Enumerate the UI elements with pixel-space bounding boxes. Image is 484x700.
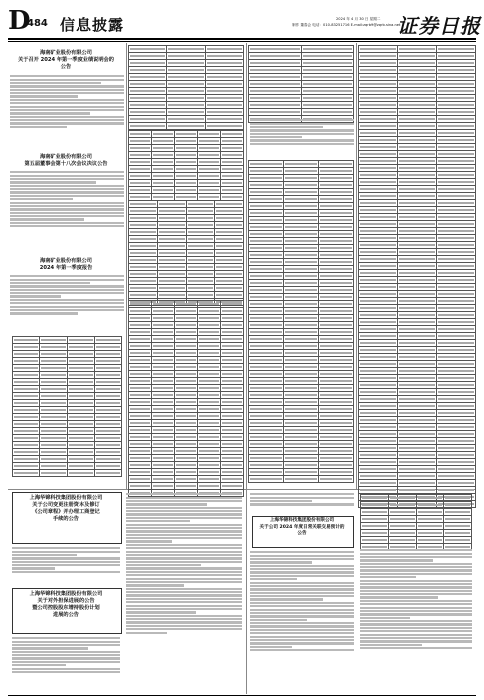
data-table: [128, 45, 244, 130]
page-number: 484: [27, 18, 48, 29]
column-divider: [126, 43, 127, 489]
article-body: [10, 170, 124, 254]
headline-line: 海南矿业股份有限公司: [40, 258, 92, 264]
article-body: [126, 492, 242, 692]
article-body: [10, 274, 124, 334]
article-headline: [8, 258, 124, 272]
data-table: [128, 200, 244, 306]
column-divider: [246, 490, 247, 694]
article-body: [12, 546, 120, 584]
section-title: 信息披露: [60, 16, 125, 34]
data-table: [360, 494, 472, 551]
date-line: 2024 年 4 月 30 日 星期二: [336, 17, 381, 21]
article-body: [250, 550, 354, 692]
headline-line: 暨公司控股股东增持股份计划: [32, 605, 100, 611]
article-body: [250, 118, 354, 158]
article-body: [12, 636, 120, 692]
page-letter: D: [8, 6, 31, 36]
masthead-rule: [8, 38, 476, 40]
headline-line: 《公司章程》并办理工商登记: [32, 509, 100, 515]
headline-line: 海南矿业股份有限公司: [40, 50, 92, 56]
article-headline: [252, 518, 352, 538]
headline-line: 公告: [60, 64, 72, 70]
headline-line: 2024 年第一季度报告: [39, 265, 93, 271]
headline-line: 上海华锦科技集团股份有限公司: [269, 518, 335, 523]
column-divider: [356, 43, 357, 489]
headline-line: 上海华锦科技集团股份有限公司: [29, 591, 103, 597]
stock-code-line: [40, 45, 41, 49]
data-table: [248, 45, 354, 123]
data-table: [128, 300, 244, 497]
page-bottom-rule: [8, 695, 476, 696]
headline-line: 进展的公告: [53, 612, 79, 618]
headline-line: 关于召开 2024 年第一季度业绩说明会的: [18, 57, 114, 63]
article-body: [10, 74, 124, 150]
contact-line: 制作 董春会 电话：010-83251716 E-mail:zqrb9@zqrb.sina.net: [292, 23, 401, 27]
headline-line: 第五届董事会第十八次会议决议公告: [24, 161, 108, 167]
masthead-rule-thin: [8, 41, 476, 42]
article-headline: [12, 495, 120, 523]
article-body: [360, 548, 472, 692]
data-table: [248, 160, 354, 483]
column-divider: [246, 43, 247, 489]
article-headline: [12, 591, 120, 619]
newspaper-logo: 证券日报: [397, 14, 481, 38]
article-body: [250, 492, 354, 514]
headline-line: 上海华锦科技集团股份有限公司: [29, 495, 103, 501]
headline-line: 公告: [297, 531, 307, 536]
article-headline: [8, 50, 124, 71]
headline-line: 关于公司 2024 年度日常关联交易预计的: [259, 524, 345, 530]
headline-line: 手续的公告: [53, 516, 79, 522]
article-headline: [8, 154, 124, 168]
financial-table: [12, 336, 122, 477]
data-table: [128, 130, 244, 201]
headline-line: 海南矿业股份有限公司: [40, 154, 92, 160]
data-table: [358, 45, 476, 508]
headline-line: 关于公司变更注册资本及修订: [32, 502, 100, 508]
headline-line: 关于对外担保进展的公告: [37, 598, 95, 604]
